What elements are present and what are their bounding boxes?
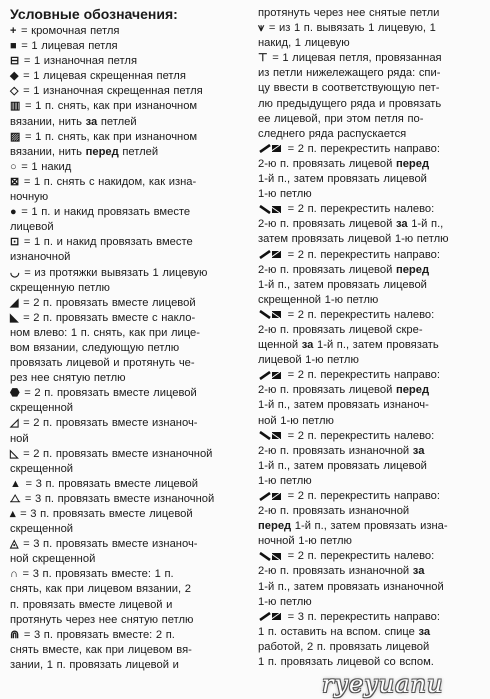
- cross-stitch-icon: [258, 250, 282, 259]
- stitch-symbol-icon: ◬: [10, 538, 19, 551]
- legend-left-entry: ○ = 1 накид: [10, 160, 72, 173]
- cross-stitch-icon: [258, 612, 282, 621]
- stitch-symbol-icon: ∩: [10, 568, 18, 581]
- stitch-symbol-icon: ◡: [10, 266, 20, 279]
- stitch-symbol-icon: ⊟: [10, 55, 20, 68]
- stitch-symbol-icon: ◺: [10, 447, 19, 460]
- legend-left-entry: ◆ = 1 лицевая скрещенная петля: [10, 70, 186, 83]
- stitch-symbol-icon: ▲: [10, 477, 21, 490]
- legend-right-entry: = 2 п. перекрестить направо: 2-ю п. провязать лицевой перед 1-й п., затем провязать лицевой 1-ю петлю: [258, 142, 440, 201]
- legend-left-entry: ▴ = 3 п. провязать вместе лицевой скрещенной: [10, 508, 193, 536]
- stitch-symbol-icon: +: [10, 25, 17, 37]
- legend-right-entry: ⩛ = из 1 п. вывязать 1 лицевую, 1 накид, 1 лицевую: [258, 22, 436, 50]
- legend-right-entry: = 2 п. перекрестить налево: 2-ю п. провязать изнаночной за 1-й п., затем провязать лицевой 1-ю петлю: [258, 429, 435, 487]
- legend-left-entry: ⊠ = 1 п. снять с накидом, как изна- ночную: [10, 175, 197, 204]
- legend-left-entry: ⬣ = 2 п. провязать вместе лицевой скрещенной: [10, 387, 197, 415]
- stitch-symbol-icon: ●: [10, 206, 17, 219]
- legend-left-column: [10, 6, 246, 673]
- legend-left-entry: ⊟ = 1 изнаночная петля: [10, 55, 137, 68]
- legend-left-entry: ◺ = 2 п. провязать вместе изнаночной скрещенной: [10, 447, 213, 475]
- stitch-symbol-icon: ⩛: [258, 22, 265, 35]
- legend-left-entry: + = кромочная петля: [10, 25, 120, 37]
- legend-right-entry: = 2 п. перекрестить направо: 2-ю п. провязать лицевой перед 1-й п., затем провязать лицевой скрещенной 1-ю петлю: [258, 248, 440, 306]
- stitch-symbol-icon: ■: [10, 40, 17, 53]
- stitch-symbol-icon: ○: [10, 160, 17, 173]
- cross-stitch-icon: [258, 205, 282, 214]
- legend-right-entry: = 2 п. перекрестить налево: 2-ю п. провязать лицевой скре- щенной за 1-й п., затем провязать лицевой 1-ю петлю: [258, 308, 439, 367]
- cross-stitch-icon: [258, 144, 282, 153]
- legend-left-entry: ▨ = 1 п. снять, как при изнаночном вязании, нить перед петлей: [10, 130, 198, 158]
- cross-stitch-icon: [258, 431, 282, 440]
- legend-left-entry: ◢ = 2 п. провязать вместе лицевой: [10, 296, 196, 309]
- legend-left-entry: ● = 1 п. и накид провязать вместе лицевой: [10, 206, 191, 234]
- stitch-symbol-icon: ⋒: [10, 628, 20, 641]
- legend-right-entry: = 3 п. перекрестить направо: 1 п. оставить на вспом. спице за работой, 2 п. провязать лицевой 1 п. провязать лицевой со вспом.: [258, 610, 440, 669]
- cross-stitch-icon: [258, 310, 282, 319]
- stitch-symbol-icon: ▥: [10, 100, 21, 113]
- legend-left-entry: ▥ = 1 п. снять, как при изнаночном вязании, нить за петлей: [10, 100, 198, 128]
- stitch-symbol-icon: ◿: [10, 417, 19, 430]
- legend-left-entry: ◬ = 3 п. провязать вместе изнаноч- ной скрещенной: [10, 538, 198, 566]
- stitch-symbol-icon: ⊤: [258, 52, 268, 65]
- stitch-symbol-icon: ◣: [10, 311, 19, 324]
- stitch-symbol-icon: ⬣: [10, 387, 20, 400]
- legend-left-entry: ■ = 1 лицевая петля: [10, 40, 118, 53]
- stitch-symbol-icon: ◆: [10, 70, 19, 83]
- legend-left-entry: ⊡ = 1 п. и накид провязать вместе изнаночной: [10, 236, 193, 264]
- watermark-logo: ryeyuanu: [322, 670, 444, 698]
- cross-stitch-icon: [258, 492, 282, 501]
- legend-left-entry: ∩ = 3 п. провязать вместе: 1 п. снять, как при лицевом вязании, 2 п. провязать вместе лицевой и протянуть через нее снятую петлю: [10, 568, 194, 626]
- legend-left-entry: ▲ = 3 п. провязать вместе лицевой: [10, 477, 199, 490]
- stitch-symbol-icon: ⧍: [10, 492, 21, 505]
- legend-right-entry: = 2 п. перекрестить налево: 2-ю п. провязать изнаночной за 1-й п., затем провязать изнаночной 1-ю петлю: [258, 550, 444, 608]
- legend-left-entry: ◿ = 2 п. провязать вместе изнаноч- ной: [10, 417, 198, 445]
- legend-right-entry: = 2 п. перекрестить направо: 2-ю п. провязать лицевой перед 1-й п., затем провязать изнаноч- ной 1-ю петлю: [258, 369, 440, 427]
- legend-left-entry: ⧍ = 3 п. провязать вместе изнаночной: [10, 492, 215, 505]
- stitch-symbol-icon: ▨: [10, 130, 21, 143]
- legend-left-entry: ⋒ = 3 п. провязать вместе: 2 п. снять вместе, как при лицевом вя- зании, 1 п. провязать лицевой и: [10, 628, 192, 671]
- stitch-symbol-icon: ◢: [10, 296, 19, 309]
- legend-heading: Условные обозначения:: [10, 6, 178, 22]
- legend-right-column: [258, 6, 480, 670]
- cross-stitch-icon: [258, 371, 282, 380]
- legend-left-entry: ◇ = 1 изнаночная скрещенная петля: [10, 85, 203, 98]
- legend-right-entry: = 2 п. перекрестить налево: 2-ю п. провязать лицевой за 1-й п., затем провязать лицевой 1-ю петлю: [258, 203, 449, 246]
- legend-right-entry: ⊤ = 1 лицевая петля, провязанная из петли нижележащего ряда: спи- цу ввести в соответствующую пет- лю предыдущего ряда и провязать ее лицевой, при этом петля по- следнего ряда распускается: [258, 52, 442, 140]
- legend-left-entry: ◣ = 2 п. провязать вместе с накло- ном влево: 1 п. снять, как при лице- вом вязании, следующую петлю провязать лицевой и протянуть че- рез нее снятую петлю: [10, 311, 201, 385]
- stitch-symbol-icon: ⊡: [10, 236, 20, 249]
- stitch-symbol-icon: ⊠: [10, 175, 20, 188]
- legend-left-entry: ◡ = из протяжки вывязать 1 лицевую скрещенную петлю: [10, 266, 208, 294]
- stitch-symbol-icon: ▴: [10, 508, 16, 520]
- legend-right-entry: = 2 п. перекрестить направо: 2-ю п. провязать изнаночной перед 1-й п., затем провязать изна- ночной 1-ю петлю: [258, 490, 448, 548]
- legend-right-entry: протянуть через нее снятые петли: [258, 7, 440, 19]
- stitch-symbol-icon: ◇: [10, 85, 19, 98]
- cross-stitch-icon: [258, 552, 282, 561]
